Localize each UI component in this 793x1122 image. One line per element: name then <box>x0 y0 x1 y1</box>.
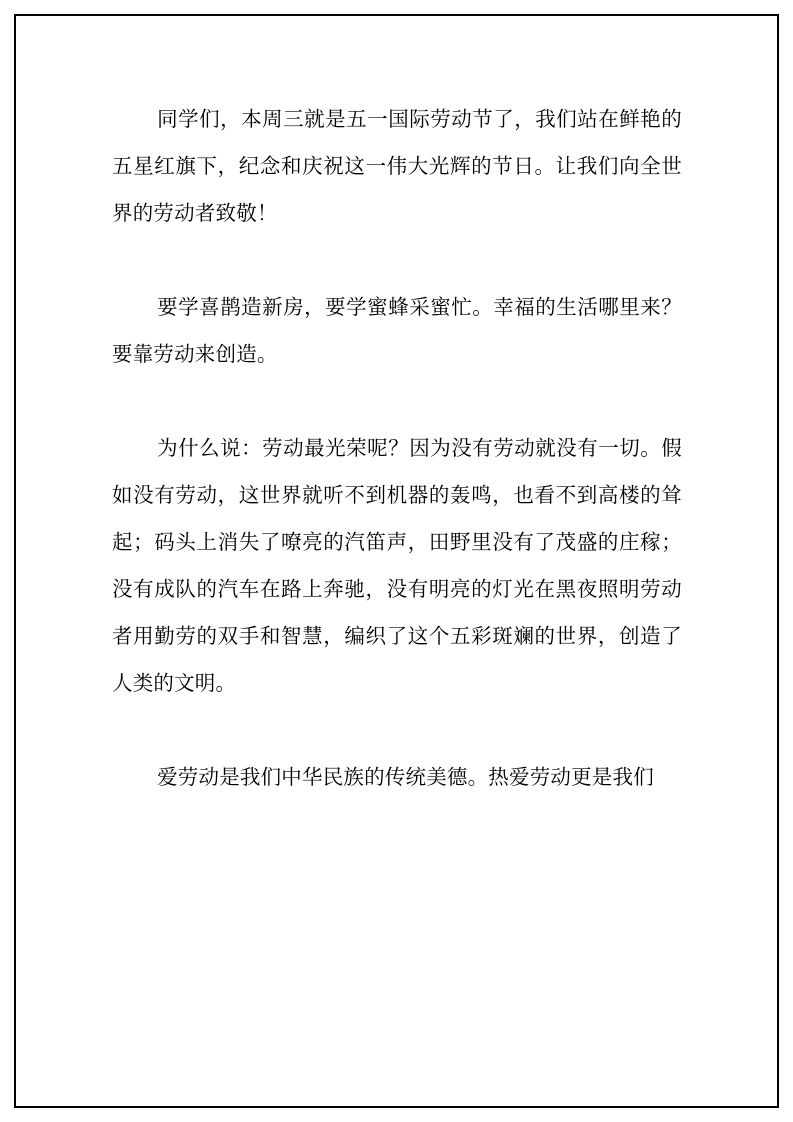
paragraph-spacer <box>112 707 682 754</box>
paragraph-spacer <box>112 237 682 284</box>
paragraph-3: 为什么说：劳动最光荣呢？因为没有劳动就没有一切。假如没有劳动，这世界就听不到机器的轰鸣，也看不到高楼的耸起；码头上消失了嘹亮的汽笛声，田野里没有了茂盛的庄稼；没有成队的汽车在路上奔驰，没有明亮的灯光在黑夜照明劳动者用勤劳的双手和智慧，编织了这个五彩斑斓的世界，创造了人类的文明。 <box>112 436 682 695</box>
paragraph-2: 要学喜鹊造新房，要学蜜蜂采蜜忙。幸福的生活哪里来？要靠劳动来创造。 <box>112 295 682 366</box>
document-body <box>112 96 682 801</box>
paragraph-1: 同学们，本周三就是五一国际劳动节了，我们站在鲜艳的五星红旗下，纪念和庆祝这一伟大光辉的节日。让我们向全世界的劳动者致敬！ <box>112 107 682 225</box>
paragraph-4: 爱劳动是我们中华民族的传统美德。热爱劳动更是我们 <box>157 765 654 789</box>
paragraph-spacer <box>112 378 682 425</box>
